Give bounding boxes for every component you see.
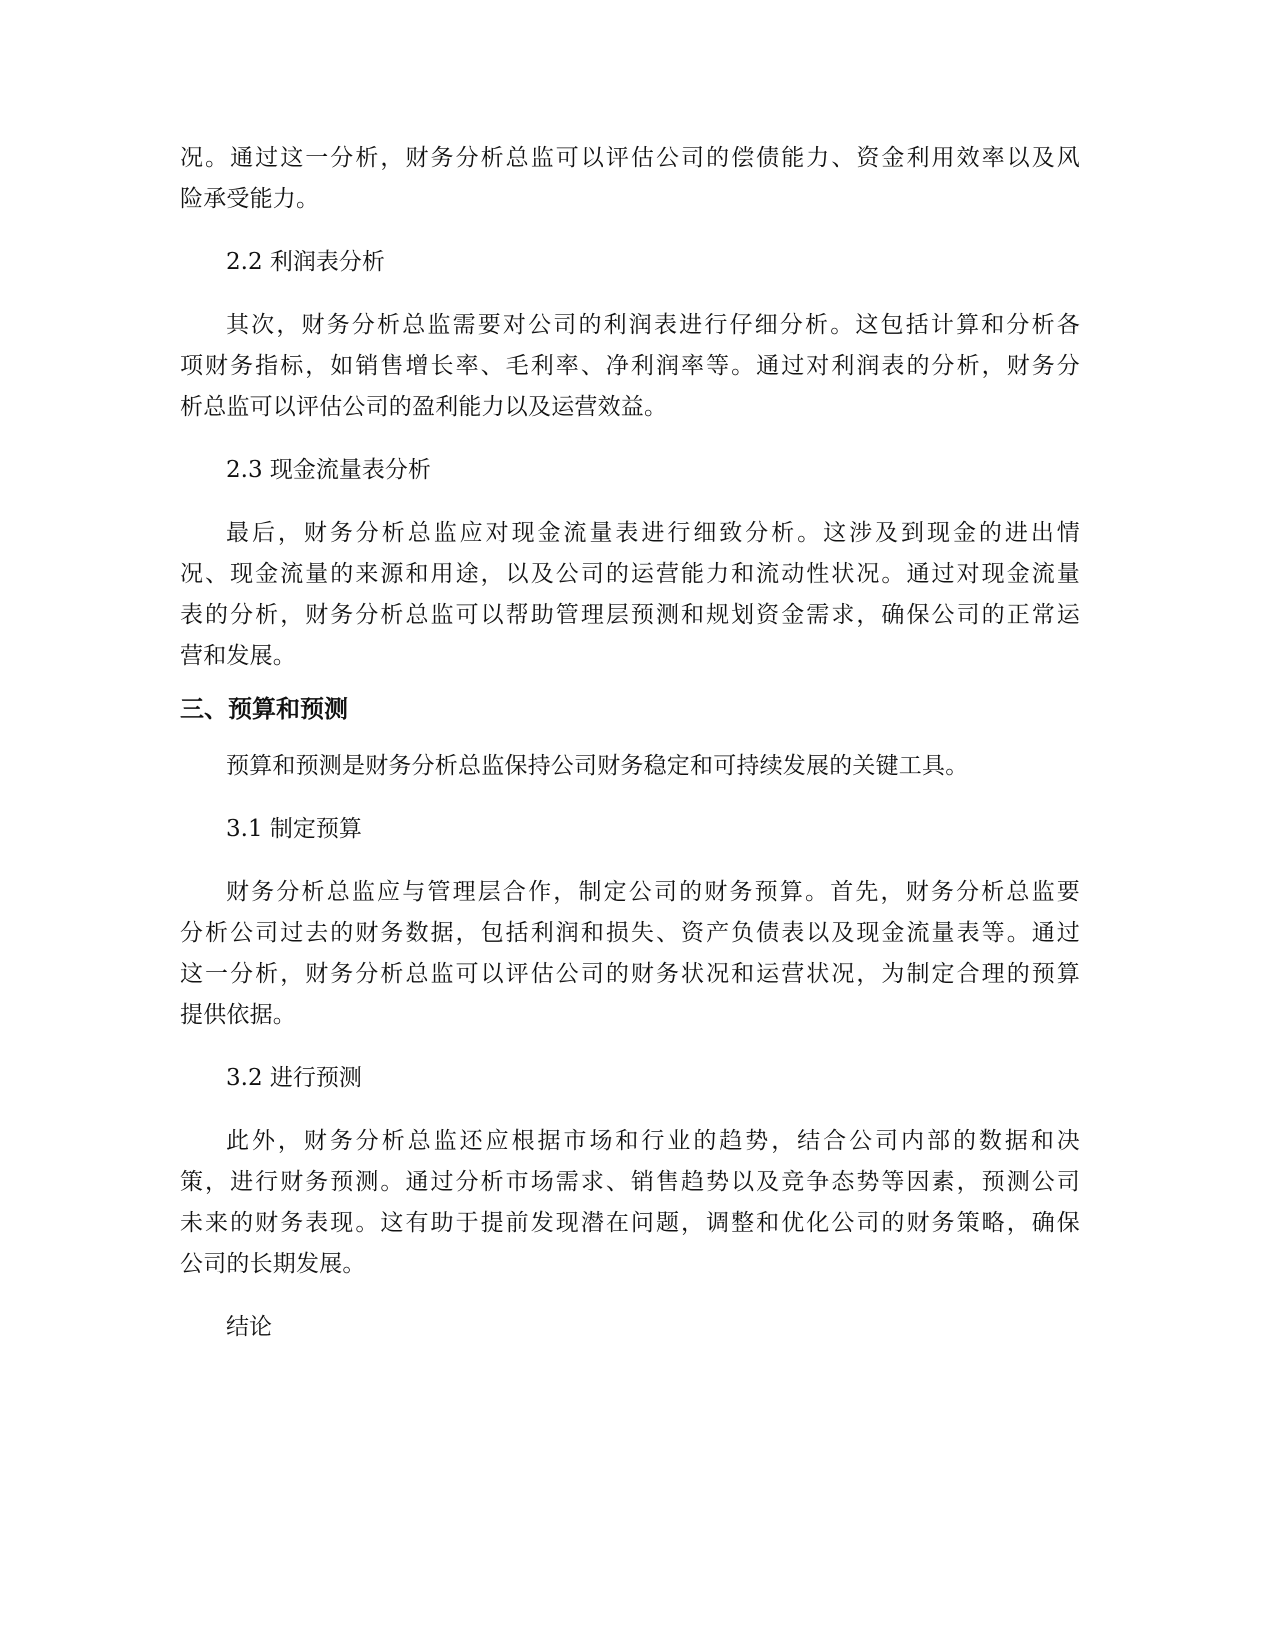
paragraph-budget-intro xyxy=(180,746,1080,787)
text-line: 其次，财务分析总监需要对公司的利润表进行仔细分析。这包括计算和分析各 xyxy=(226,312,1080,338)
text-line: 策，进行财务预测。通过分析市场需求、销售趋势以及竞争态势等因素，预测公司 xyxy=(180,1169,1080,1195)
subsection-title-3-1: 3.1 制定预算 xyxy=(226,816,362,842)
paragraph-forecast xyxy=(180,1121,1080,1285)
section-title-3: 三、预算和预测 xyxy=(180,695,348,723)
paragraph-make-budget xyxy=(180,872,1080,1036)
text-line: 未来的财务表现。这有助于提前发现潜在问题，调整和优化公司的财务策略，确保 xyxy=(180,1210,1080,1236)
text-line: 表的分析，财务分析总监可以帮助管理层预测和规划资金需求，确保公司的正常运 xyxy=(180,602,1080,628)
subsection-title-2-2: 2.2 利润表分析 xyxy=(226,249,385,275)
text-line: 预算和预测是财务分析总监保持公司财务稳定和可持续发展的关键工具。 xyxy=(226,753,969,779)
text-line: 项财务指标，如销售增长率、毛利率、净利润率等。通过对利润表的分析，财务分 xyxy=(180,353,1080,379)
text-line: 营和发展。 xyxy=(180,643,296,669)
text-line: 这一分析，财务分析总监可以评估公司的财务状况和运营状况，为制定合理的预算 xyxy=(180,961,1080,987)
paragraph-liquidity-conclusion xyxy=(180,138,1080,220)
text-line: 况、现金流量的来源和用途，以及公司的运营能力和流动性状况。通过对现金流量 xyxy=(180,561,1080,587)
document-page xyxy=(180,138,1080,1348)
text-line: 最后，财务分析总监应对现金流量表进行细致分析。这涉及到现金的进出情 xyxy=(226,520,1080,546)
subsection-title-3-2: 3.2 进行预测 xyxy=(226,1065,362,1091)
text-line: 公司的长期发展。 xyxy=(180,1251,366,1277)
conclusion-title: 结论 xyxy=(226,1314,272,1340)
paragraph-cash-flow xyxy=(180,513,1080,677)
text-line: 险承受能力。 xyxy=(180,186,320,212)
text-line: 提供依据。 xyxy=(180,1002,296,1028)
text-line: 财务分析总监应与管理层合作，制定公司的财务预算。首先，财务分析总监要 xyxy=(226,879,1080,905)
text-line: 分析公司过去的财务数据，包括利润和损失、资产负债表以及现金流量表等。通过 xyxy=(180,920,1080,946)
text-line: 况。通过这一分析，财务分析总监可以评估公司的偿债能力、资金利用效率以及风 xyxy=(180,145,1080,171)
subsection-title-2-3: 2.3 现金流量表分析 xyxy=(226,457,431,483)
text-line: 此外，财务分析总监还应根据市场和行业的趋势，结合公司内部的数据和决 xyxy=(226,1128,1080,1154)
text-line: 析总监可以评估公司的盈利能力以及运营效益。 xyxy=(180,394,668,420)
paragraph-income-statement xyxy=(180,305,1080,428)
